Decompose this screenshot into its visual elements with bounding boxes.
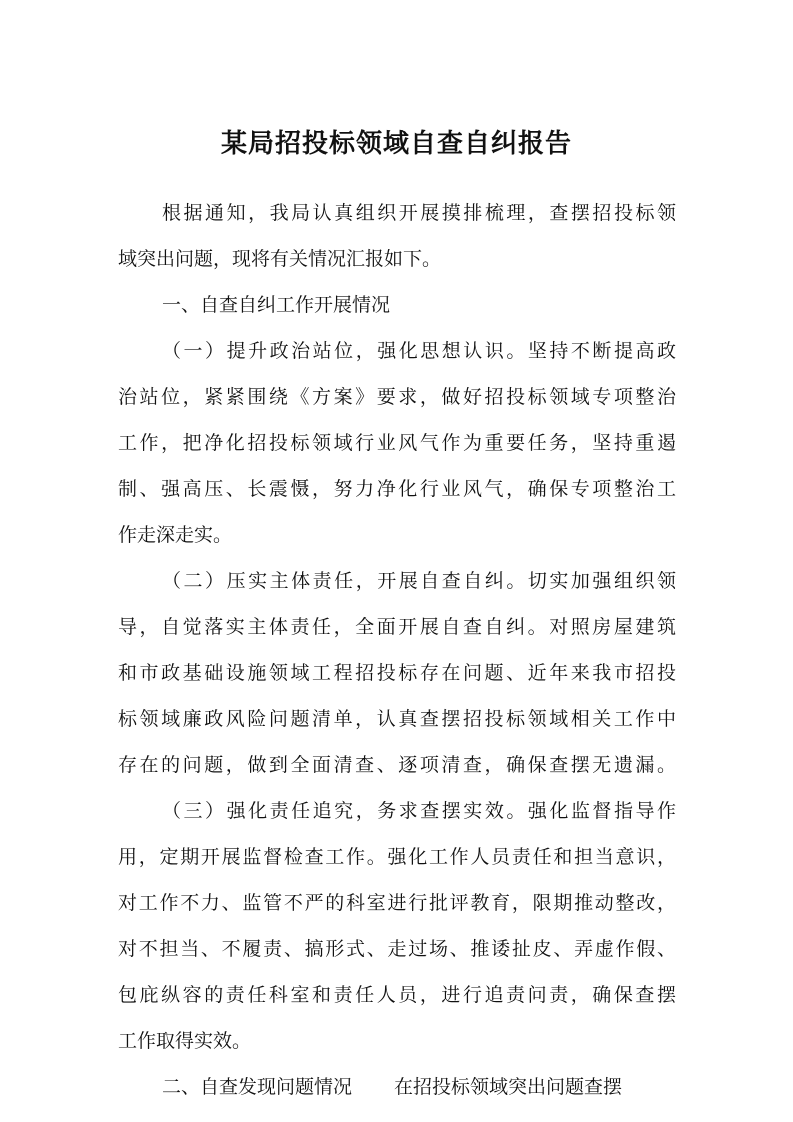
paragraph-line: 对工作不力、监管不严的科室进行批评教育，限期推动整改，: [118, 892, 676, 914]
paragraph-line: 包庇纵容的责任科室和责任人员，进行追责问责，确保查摆: [118, 984, 676, 1006]
paragraph-line: 存在的问题，做到全面清查、逐项清查，确保查摆无遗漏。: [118, 754, 676, 776]
paragraph-line: 标领域廉政风险问题清单，认真查摆招投标领域相关工作中: [118, 708, 676, 730]
intro-paragraph: [118, 190, 676, 282]
document-title: 某局招投标领域自查自纠报告: [220, 129, 572, 159]
paragraph-line: 和市政基础设施领域工程招投标存在问题、近年来我市招投: [118, 662, 676, 684]
section-body-text: 在招投标领域突出问题查摆: [394, 1076, 623, 1098]
paragraph-line: （二）压实主体责任，开展自查自纠。切实加强组织领: [162, 570, 676, 592]
paragraph-line: （一）提升政治站位，强化思想认识。坚持不断提高政: [162, 340, 676, 362]
paragraph-line: 工作取得实效。: [118, 1030, 252, 1052]
section-heading-line: [118, 1064, 676, 1110]
paragraph-line: 治站位，紧紧围绕《方案》要求，做好招投标领域专项整治: [118, 386, 676, 408]
paragraph-3: [118, 788, 676, 1064]
section-heading-1: [118, 282, 676, 328]
paragraph-line: 根据通知，我局认真组织开展摸排梳理，查摆招投标领: [162, 202, 676, 224]
paragraph-line: 域突出问题，现将有关情况汇报如下。: [118, 248, 442, 270]
section-heading-text: 二、自查发现问题情况: [162, 1076, 353, 1098]
paragraph-2: [118, 558, 676, 788]
paragraph-line: 制、强高压、长震慑，努力净化行业风气，确保专项整治工: [118, 478, 676, 500]
paragraph-1: [118, 328, 676, 558]
section-heading-2: [118, 1064, 676, 1110]
paragraph-line: （三）强化责任追究，务求查摆实效。强化监督指导作: [162, 800, 676, 822]
document-body: [118, 190, 676, 1110]
paragraph-line: 工作，把净化招投标领域行业风气作为重要任务，坚持重遏: [118, 432, 676, 454]
paragraph-line: 用，定期开展监督检查工作。强化工作人员责任和担当意识，: [118, 846, 676, 868]
paragraph-line: 对不担当、不履责、搞形式、走过场、推诿扯皮、弄虚作假、: [118, 938, 676, 960]
paragraph-line: 导，自觉落实主体责任，全面开展自查自纠。对照房屋建筑: [118, 616, 676, 638]
section-heading-text: 一、自查自纠工作开展情况: [162, 294, 391, 316]
paragraph-line: 作走深走实。: [118, 524, 233, 546]
